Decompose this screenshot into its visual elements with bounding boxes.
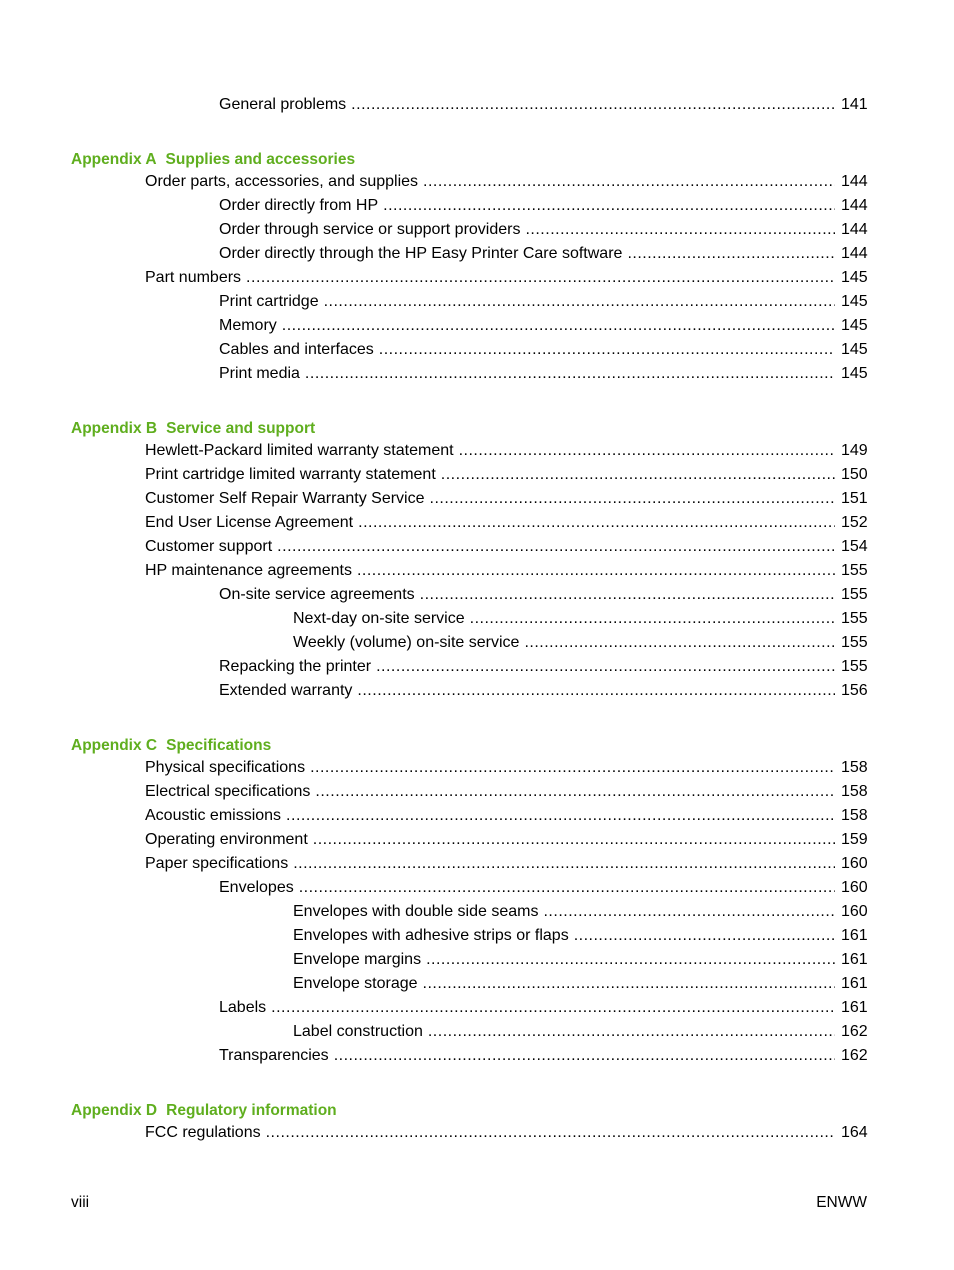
toc-entry[interactable] <box>293 927 867 945</box>
toc-entry-label: Envelope storage <box>293 975 418 992</box>
toc-page-number: 155 <box>841 658 868 675</box>
toc-page-number: 161 <box>841 999 868 1016</box>
toc-entry-label: General problems <box>219 96 347 113</box>
toc-entry-label: Acoustic emissions <box>145 807 282 824</box>
dot-leader <box>334 1047 835 1065</box>
dot-leader <box>282 317 835 335</box>
toc-page-number: 159 <box>841 831 868 848</box>
dot-leader <box>524 634 835 652</box>
dot-leader <box>310 759 835 777</box>
toc-entry[interactable] <box>293 1023 867 1041</box>
dot-leader <box>358 514 835 532</box>
toc-entry[interactable] <box>219 317 867 335</box>
toc-entry[interactable] <box>219 221 867 239</box>
toc-entry[interactable] <box>145 759 867 777</box>
toc-entry-label: On-site service agreements <box>219 586 415 603</box>
toc-entry-label: Paper specifications <box>145 855 289 872</box>
toc-entry-label: Physical specifications <box>145 759 306 776</box>
toc-entry[interactable] <box>145 514 867 532</box>
toc-entry-label: HP maintenance agreements <box>145 562 352 579</box>
toc-entry[interactable] <box>219 1047 867 1065</box>
dot-leader <box>293 855 835 873</box>
toc-page-number: 161 <box>841 951 868 968</box>
toc-page-number: 154 <box>841 538 868 555</box>
toc-entry-label: Customer support <box>145 538 273 555</box>
appendix-title: Specifications <box>166 737 272 754</box>
dot-leader <box>525 221 835 239</box>
dot-leader <box>383 197 835 215</box>
toc-entry[interactable] <box>219 96 867 114</box>
toc-entry-label: Extended warranty <box>219 682 353 699</box>
dot-leader <box>315 783 835 801</box>
page-number: viii <box>71 1194 90 1211</box>
toc-page-number: 158 <box>841 759 868 776</box>
toc-entry-label: Repacking the printer <box>219 658 372 675</box>
toc-entry[interactable] <box>293 975 867 993</box>
toc-entry[interactable] <box>145 442 867 460</box>
toc-entry-label: Labels <box>219 999 267 1016</box>
toc-entry[interactable] <box>219 586 867 604</box>
dot-leader <box>324 293 835 311</box>
toc-entry-label: Print cartridge <box>219 293 319 310</box>
dot-leader <box>430 490 836 508</box>
toc-page-number: 151 <box>841 490 868 507</box>
dot-leader <box>459 442 835 460</box>
toc-entry[interactable] <box>145 269 867 287</box>
toc-page-number: 162 <box>841 1047 868 1064</box>
toc-entry-label: Operating environment <box>145 831 308 848</box>
dot-leader <box>246 269 835 287</box>
toc-page-number: 149 <box>841 442 868 459</box>
appendix-heading <box>71 735 271 757</box>
dot-leader <box>277 538 835 556</box>
dot-leader <box>470 610 835 628</box>
toc-page-number: 145 <box>841 317 868 334</box>
toc-page-number: 158 <box>841 783 868 800</box>
toc-entry-label: Print media <box>219 365 300 382</box>
toc-page-number: 160 <box>841 855 868 872</box>
toc-entry-label: Print cartridge limited warranty statement <box>145 466 436 483</box>
appendix-heading <box>71 149 355 171</box>
toc-page-number: 145 <box>841 293 868 310</box>
dot-leader <box>299 879 835 897</box>
dot-leader <box>376 658 835 676</box>
toc-entry-label: Next-day on-site service <box>293 610 465 627</box>
appendix-title: Service and support <box>166 420 316 437</box>
dot-leader <box>313 831 835 849</box>
toc-page-number: 144 <box>841 197 868 214</box>
appendix-title: Supplies and accessories <box>165 151 356 168</box>
toc-entry-label: Envelope margins <box>293 951 422 968</box>
toc-entry[interactable] <box>219 197 867 215</box>
dot-leader <box>423 173 835 191</box>
toc-page-number: 155 <box>841 610 868 627</box>
dot-leader <box>357 562 835 580</box>
toc-entry-label: Weekly (volume) on-site service <box>293 634 520 651</box>
toc-page-number: 141 <box>841 96 868 113</box>
toc-entry[interactable] <box>293 610 867 628</box>
toc-entry-label: Order directly from HP <box>219 197 379 214</box>
toc-page-number: 144 <box>841 173 868 190</box>
toc-entry[interactable] <box>145 783 867 801</box>
toc-entry[interactable] <box>293 951 867 969</box>
toc-entry-label: Memory <box>219 317 277 334</box>
toc-entry-label: Envelopes <box>219 879 294 896</box>
dot-leader <box>543 903 835 921</box>
appendix-prefix: Appendix B <box>71 420 158 437</box>
toc-entry-label: Part numbers <box>145 269 242 286</box>
toc-entry-label: Cables and interfaces <box>219 341 374 358</box>
dot-leader <box>351 96 835 114</box>
toc-entry[interactable] <box>145 466 867 484</box>
toc-page-number: 156 <box>841 682 868 699</box>
appendix-prefix: Appendix D <box>71 1102 158 1119</box>
dot-leader <box>286 807 835 825</box>
toc-entry-label: Hewlett-Packard limited warranty statement <box>145 442 454 459</box>
appendix-prefix: Appendix C <box>71 737 158 754</box>
dot-leader <box>627 245 835 263</box>
dot-leader <box>357 682 835 700</box>
dot-leader <box>426 951 835 969</box>
toc-entry-label: Label construction <box>293 1023 423 1040</box>
dot-leader <box>271 999 835 1017</box>
toc-entry-label: Order through service or support providers <box>219 221 521 238</box>
toc-entry-label: FCC regulations <box>145 1124 261 1141</box>
toc-page-number: 144 <box>841 245 868 262</box>
toc-page-number: 145 <box>841 365 868 382</box>
dot-leader <box>266 1124 835 1142</box>
toc-entry-label: Order directly through the HP Easy Printer Care software <box>219 245 623 262</box>
dot-leader <box>305 365 835 383</box>
dot-leader <box>441 466 835 484</box>
toc-page-number: 158 <box>841 807 868 824</box>
appendix-heading <box>71 418 315 440</box>
appendix-title: Regulatory information <box>166 1102 337 1119</box>
dot-leader <box>420 586 835 604</box>
toc-page-number: 144 <box>841 221 868 238</box>
toc-entry[interactable] <box>145 1124 867 1142</box>
toc-page-number: 160 <box>841 879 868 896</box>
appendix-prefix: Appendix A <box>71 151 157 168</box>
toc-entry-label: Envelopes with adhesive strips or flaps <box>293 927 569 944</box>
toc-page-number: 161 <box>841 927 868 944</box>
footer-label: ENWW <box>816 1194 867 1211</box>
toc-entry[interactable] <box>219 341 867 359</box>
toc-entry[interactable] <box>219 682 867 700</box>
toc-page-number: 155 <box>841 634 868 651</box>
toc-page-number: 145 <box>841 341 868 358</box>
toc-entry[interactable] <box>219 293 867 311</box>
toc-entry[interactable] <box>293 634 867 652</box>
toc-page-number: 164 <box>841 1124 868 1141</box>
toc-entry[interactable] <box>293 903 867 921</box>
toc-entry[interactable] <box>145 538 867 556</box>
appendix-heading <box>71 1100 337 1122</box>
toc-entry-label: End User License Agreement <box>145 514 354 531</box>
dot-leader <box>428 1023 835 1041</box>
toc-page-number: 150 <box>841 466 868 483</box>
toc-entry[interactable] <box>145 490 867 508</box>
toc-entry[interactable] <box>219 879 867 897</box>
dot-leader <box>379 341 835 359</box>
toc-page-number: 160 <box>841 903 868 920</box>
toc-entry[interactable] <box>145 807 867 825</box>
dot-leader <box>574 927 835 945</box>
toc-entry[interactable] <box>145 173 867 191</box>
toc-page-number: 162 <box>841 1023 868 1040</box>
dot-leader <box>423 975 835 993</box>
toc-page-number: 152 <box>841 514 868 531</box>
toc-entry[interactable] <box>145 562 867 580</box>
toc-entry[interactable] <box>219 658 867 676</box>
toc-entry-label: Customer Self Repair Warranty Service <box>145 490 425 507</box>
toc-entry-label: Order parts, accessories, and supplies <box>145 173 419 190</box>
toc-entry-label: Envelopes with double side seams <box>293 903 539 920</box>
toc-page-number: 155 <box>841 586 868 603</box>
toc-entry[interactable] <box>219 245 867 263</box>
toc-entry[interactable] <box>219 365 867 383</box>
toc-entry[interactable] <box>145 855 867 873</box>
toc-entry-label: Electrical specifications <box>145 783 311 800</box>
toc-entry-label: Transparencies <box>219 1047 329 1064</box>
toc-page-number: 155 <box>841 562 868 579</box>
toc-entry[interactable] <box>219 999 867 1017</box>
toc-page-number: 145 <box>841 269 868 286</box>
toc-entry[interactable] <box>145 831 867 849</box>
toc-page-number: 161 <box>841 975 868 992</box>
